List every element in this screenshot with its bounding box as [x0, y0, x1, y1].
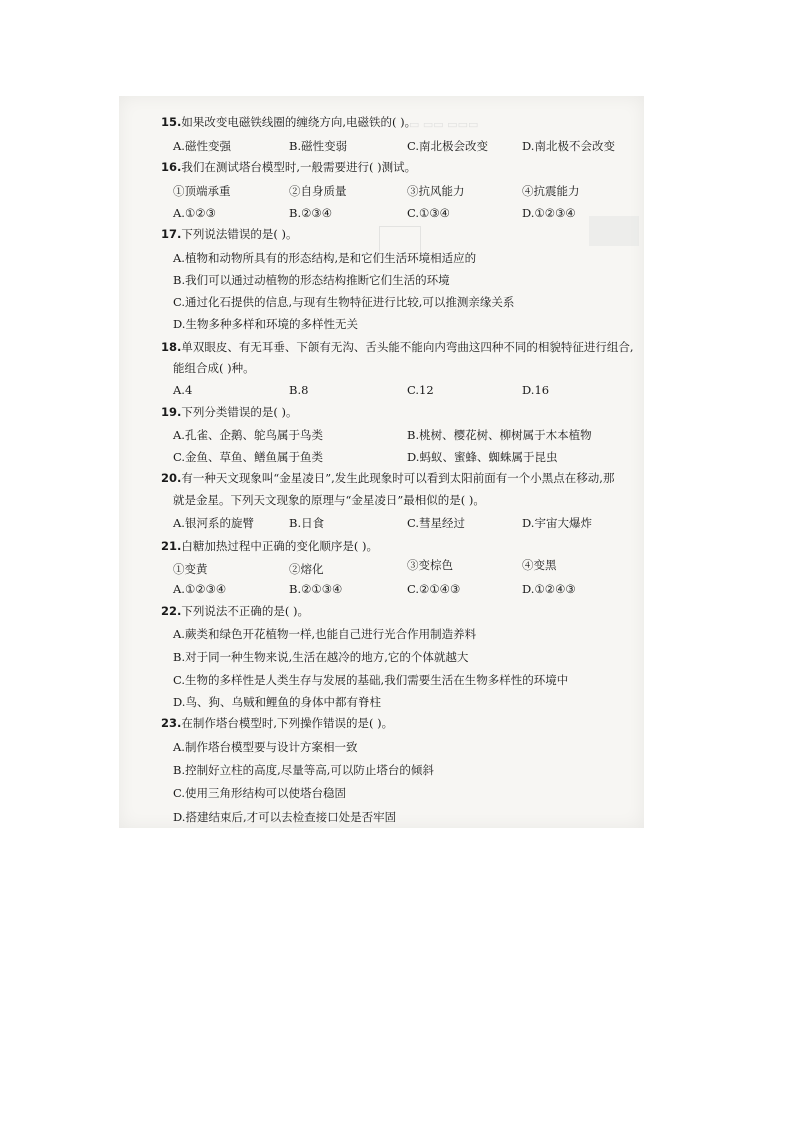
question-20	[161, 471, 614, 485]
option-b: B.日食	[289, 516, 325, 530]
option-a: A.蕨类和绿色开花植物一样,也能自己进行光合作用制造养料	[173, 627, 477, 641]
question-stem: 我们在测试塔台模型时,一般需要进行( )测试。	[181, 160, 417, 174]
question-stem-continued: 能组合成( )种。	[173, 361, 255, 375]
option-a: A.植物和动物所具有的形态结构,是和它们生活环境相适应的	[173, 251, 477, 265]
option-a: A.①②③	[173, 206, 216, 220]
question-21	[161, 539, 378, 553]
option-d: D.生物多种多样和环境的多样性无关	[173, 317, 358, 331]
option-b: B.我们可以通过动植物的形态结构推断它们生活的环境	[173, 273, 450, 287]
option-b: B.8	[289, 383, 309, 397]
question-number: 18.	[161, 340, 182, 354]
option-c: C.南北极会改变	[407, 139, 489, 153]
option-d: D.蚂蚁、蜜蜂、蜘蛛属于昆虫	[407, 450, 558, 464]
question-18	[161, 340, 634, 354]
question-number: 16.	[161, 160, 182, 174]
question-22	[161, 604, 309, 618]
option-c: C.12	[407, 383, 434, 397]
item-1: ①变黄	[173, 562, 208, 576]
question-stem: 白糖加热过程中正确的变化顺序是( )。	[181, 539, 379, 553]
question-15	[161, 115, 416, 129]
item-3: ③抗风能力	[407, 184, 465, 198]
question-stem: 下列说法错误的是( )。	[181, 227, 298, 241]
option-b: B.②①③④	[289, 582, 343, 596]
question-number: 19.	[161, 405, 182, 419]
option-c: C.金鱼、草鱼、鳝鱼属于鱼类	[173, 450, 324, 464]
scanned-page	[119, 96, 644, 828]
option-b: B.对于同一种生物来说,生活在越冷的地方,它的个体就越大	[173, 650, 469, 664]
question-number: 22.	[161, 604, 182, 618]
option-a: A.①②③④	[173, 582, 227, 596]
item-4: ④变黑	[522, 558, 557, 572]
question-19	[161, 405, 298, 419]
bleed-through-mark: ▭ ▭▭ ▭▭▭	[409, 118, 479, 131]
option-d: D.搭建结束后,才可以去检查接口处是否牢固	[173, 810, 397, 824]
option-b: B.桃树、樱花树、柳树属于木本植物	[407, 428, 592, 442]
question-number: 20.	[161, 471, 182, 485]
option-a: A.孔雀、企鹅、鸵鸟属于鸟类	[173, 428, 323, 442]
question-stem-continued: 就是金星。下列天文现象的原理与“金星凌日”最相似的是( )。	[173, 493, 485, 507]
question-stem: 下列分类错误的是( )。	[181, 405, 298, 419]
question-stem: 在制作塔台模型时,下列操作错误的是( )。	[181, 716, 394, 730]
question-stem: 有一种天文现象叫“金星凌日”,发生此现象时可以看到太阳前面有一个小黑点在移动,那	[181, 471, 615, 485]
option-d: D.宇宙大爆炸	[522, 516, 592, 530]
option-c: C.通过化石提供的信息,与现有生物特征进行比较,可以推测亲缘关系	[173, 295, 515, 309]
item-4: ④抗震能力	[522, 184, 580, 198]
item-2: ②自身质量	[289, 184, 347, 198]
option-c: C.使用三角形结构可以使塔台稳固	[173, 786, 347, 800]
question-number: 21.	[161, 539, 182, 553]
option-d: D.①②④③	[522, 582, 576, 596]
question-17	[161, 227, 298, 241]
option-a: A.银河系的旋臂	[173, 516, 254, 530]
question-number: 23.	[161, 716, 182, 730]
bleed-through-smudge	[589, 216, 639, 246]
item-3: ③变棕色	[407, 558, 453, 572]
option-b: B.控制好立柱的高度,尽量等高,可以防止塔台的倾斜	[173, 763, 434, 777]
option-c: C.生物的多样性是人类生存与发展的基础,我们需要生活在生物多样性的环境中	[173, 673, 569, 687]
option-d: D.①②③④	[522, 206, 576, 220]
item-1: ①顶端承重	[173, 184, 231, 198]
option-b: B.②③④	[289, 206, 333, 220]
option-d: D.南北极不会改变	[522, 139, 615, 153]
question-number: 17.	[161, 227, 182, 241]
question-stem: 如果改变电磁铁线圈的缠绕方向,电磁铁的( )。	[181, 115, 417, 129]
question-stem: 单双眼皮、有无耳垂、下颌有无沟、舌头能不能向内弯曲这四种不同的相貌特征进行组合,	[181, 340, 634, 354]
option-d: D.16	[522, 383, 550, 397]
question-16	[161, 160, 416, 174]
option-a: A.磁性变强	[173, 139, 231, 153]
question-number: 15.	[161, 115, 182, 129]
option-b: B.磁性变弱	[289, 139, 348, 153]
option-c: C.①③④	[407, 206, 450, 220]
option-a: A.制作塔台模型要与设计方案相一致	[173, 740, 358, 754]
question-23	[161, 716, 393, 730]
option-d: D.鸟、狗、乌贼和鲤鱼的身体中都有脊柱	[173, 695, 381, 709]
option-c: C.彗星经过	[407, 516, 466, 530]
option-c: C.②①④③	[407, 582, 461, 596]
option-a: A.4	[173, 383, 193, 397]
item-2: ②熔化	[289, 562, 324, 576]
question-stem: 下列说法不正确的是( )。	[181, 604, 310, 618]
